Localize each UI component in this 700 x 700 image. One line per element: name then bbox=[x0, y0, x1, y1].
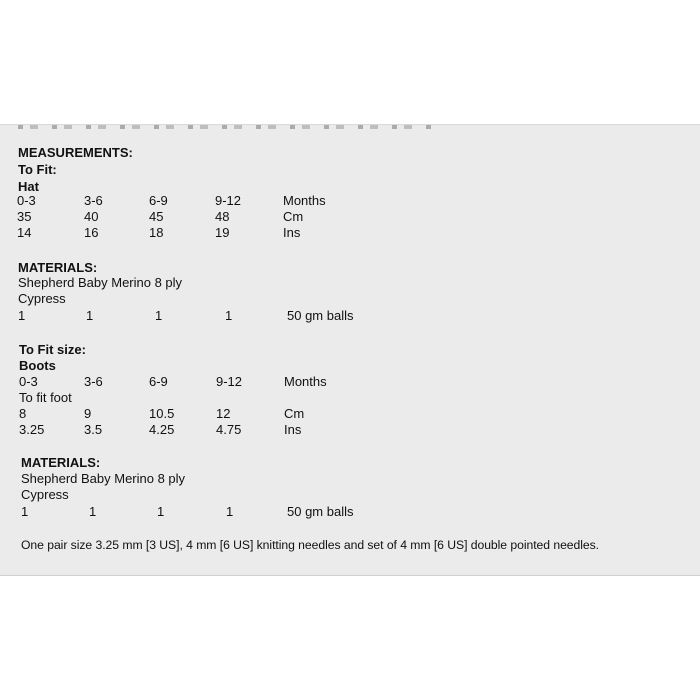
hat-months-row bbox=[0, 193, 700, 209]
hat-unit-cell: Cm bbox=[283, 209, 304, 224]
boots-cm-row bbox=[0, 406, 700, 422]
boots-quantity-unit: 50 gm balls bbox=[287, 504, 354, 519]
hat-size-cell: 16 bbox=[84, 225, 99, 240]
boots-size-cell: 4.75 bbox=[216, 422, 242, 437]
boots-size-cell: 0-3 bbox=[19, 374, 38, 389]
boots-materials-heading: MATERIALS: bbox=[21, 455, 101, 470]
hat-quantity-unit: 50 gm balls bbox=[287, 308, 354, 323]
boots-yarn-name: Shepherd Baby Merino 8 ply bbox=[21, 471, 186, 486]
hat-size-cell: 3-6 bbox=[84, 193, 103, 208]
hat-size-cell: 35 bbox=[17, 209, 32, 224]
hat-yarn-name: Shepherd Baby Merino 8 ply bbox=[18, 275, 183, 290]
hat-quantity-cell: 1 bbox=[18, 308, 26, 323]
boots-yarn-colour: Cypress bbox=[21, 487, 69, 502]
cropped-text-remnant bbox=[18, 125, 438, 129]
boots-size-cell: 3.25 bbox=[19, 422, 45, 437]
measurements-heading: MEASUREMENTS: bbox=[18, 145, 133, 160]
hat-size-cell: 6-9 bbox=[149, 193, 168, 208]
boots-quantity-cell: 1 bbox=[89, 504, 97, 519]
boots-size-cell: 10.5 bbox=[149, 406, 175, 421]
hat-size-cell: 0-3 bbox=[17, 193, 36, 208]
boots-months-row bbox=[0, 374, 700, 390]
hat-size-cell: 9-12 bbox=[215, 193, 242, 208]
boots-size-cell: 12 bbox=[216, 406, 231, 421]
boots-size-cell: 3-6 bbox=[84, 374, 103, 389]
boots-heading: Boots bbox=[19, 358, 56, 373]
hat-quantity-cell: 1 bbox=[225, 308, 233, 323]
boots-size-cell: 4.25 bbox=[149, 422, 175, 437]
boots-quantities-row bbox=[0, 504, 700, 520]
hat-size-cell: 48 bbox=[215, 209, 230, 224]
boots-size-cell: 6-9 bbox=[149, 374, 168, 389]
pattern-sheet bbox=[0, 124, 700, 576]
hat-quantities-row bbox=[0, 308, 700, 324]
boots-quantity-cell: 1 bbox=[157, 504, 165, 519]
boots-size-cell: 9-12 bbox=[216, 374, 243, 389]
needles-note: One pair size 3.25 mm [3 US], 4 mm [6 US] knitting needles and set of 4 mm [6 US] double pointed needles. bbox=[21, 538, 600, 552]
to-fit-size-heading: To Fit size: bbox=[19, 342, 86, 357]
boots-quantity-cell: 1 bbox=[226, 504, 234, 519]
boots-unit-cell: Months bbox=[284, 374, 327, 389]
hat-size-cell: 19 bbox=[215, 225, 230, 240]
boots-unit-cell: Ins bbox=[284, 422, 302, 437]
hat-materials-heading: MATERIALS: bbox=[18, 260, 98, 275]
hat-quantity-cell: 1 bbox=[155, 308, 163, 323]
hat-size-cell: 18 bbox=[149, 225, 164, 240]
hat-size-cell: 14 bbox=[17, 225, 32, 240]
boots-size-cell: 8 bbox=[19, 406, 27, 421]
to-fit-heading: To Fit: bbox=[18, 162, 57, 177]
boots-quantity-cell: 1 bbox=[21, 504, 29, 519]
boots-size-cell: 9 bbox=[84, 406, 92, 421]
boots-ins-row bbox=[0, 422, 700, 438]
hat-size-cell: 40 bbox=[84, 209, 99, 224]
boots-unit-cell: Cm bbox=[284, 406, 305, 421]
hat-cm-row bbox=[0, 209, 700, 225]
to-fit-foot-label: To fit foot bbox=[19, 390, 72, 405]
hat-quantity-cell: 1 bbox=[86, 308, 94, 323]
hat-unit-cell: Months bbox=[283, 193, 326, 208]
hat-size-cell: 45 bbox=[149, 209, 164, 224]
hat-heading: Hat bbox=[18, 179, 39, 194]
hat-yarn-colour: Cypress bbox=[18, 291, 66, 306]
hat-unit-cell: Ins bbox=[283, 225, 301, 240]
boots-size-cell: 3.5 bbox=[84, 422, 103, 437]
hat-ins-row bbox=[0, 225, 700, 241]
